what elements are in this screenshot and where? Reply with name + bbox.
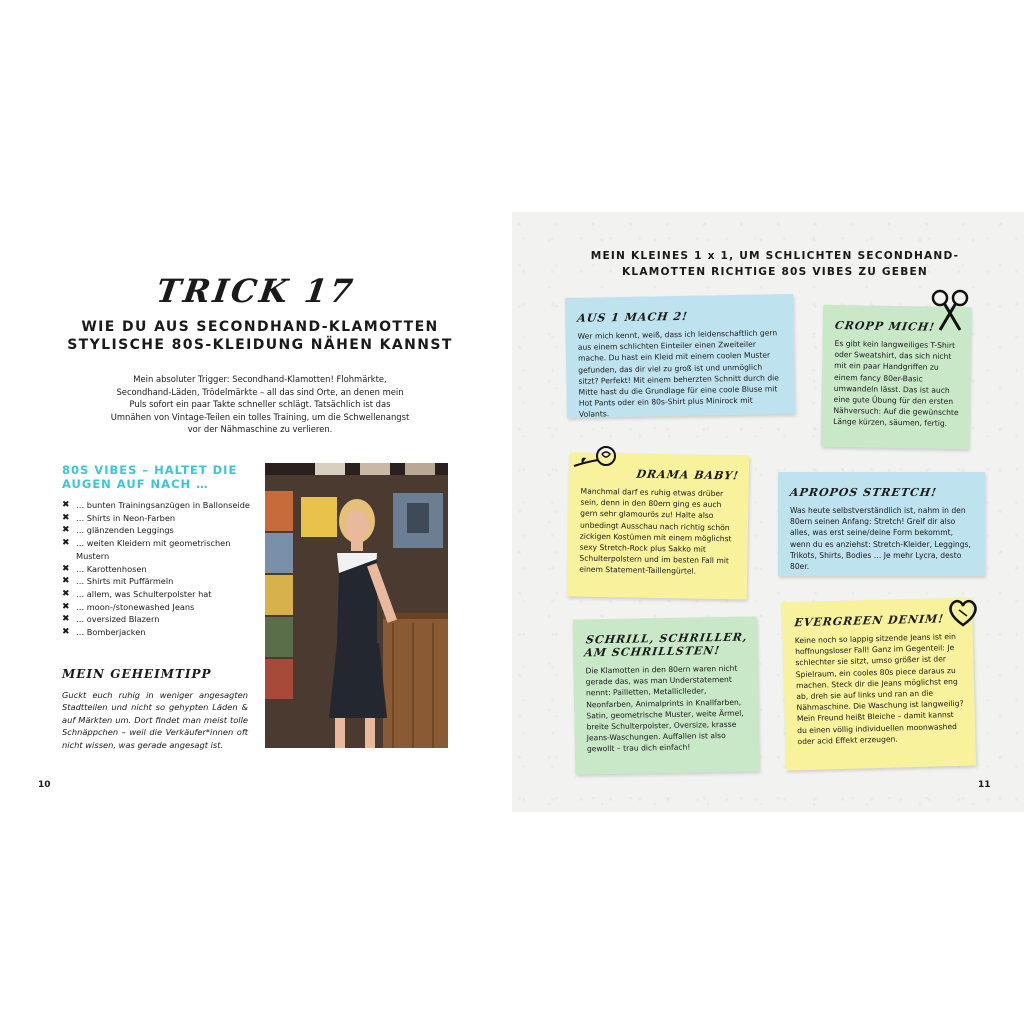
list-item: ✖ … weiten Kleidern mit geometrischen Mustern: [62, 538, 231, 561]
page-number-left: 10: [38, 780, 51, 790]
list-item: ✖ … Shirts mit Puffärmeln: [62, 576, 174, 587]
x-bullet-icon: ✖: [62, 563, 70, 574]
list-item: ✖ … oversized Blazern: [62, 614, 160, 625]
x-bullet-icon: ✖: [62, 576, 70, 587]
scissors-icon: [930, 288, 970, 336]
note-title: DRAMA BABY!: [635, 467, 740, 483]
tip-text: Guckt euch ruhig in weniger angesagten Stadtteilen und nicht so gehypten Läden & auf Märkten um. Dort findet man meist tolle Schnäppchen – weil die Verkäufer*innen oft nicht wissen, was gerade angesagt ist.: [62, 690, 248, 750]
tip-title: MEIN GEHEIMTIPP: [62, 667, 212, 681]
list-item: ✖ … bunten Trainingsanzügen in Ballonseide: [62, 500, 250, 510]
note-text: Manchmal darf es ruhig etwas drüber sein, denn in den 80ern ging es auch gern sehr glamourös zu! Halte also unbedingt Ausschau nach richtig schön zickigen Kostümen mit einem möglichst sexy Stretch-Rock plus Sakko mit Schulterpolstern und im besten Fall mit einem Statement-Taillengürtel.: [579, 486, 732, 577]
x-bullet-icon: ✖: [62, 627, 70, 638]
note-title: EVERGREEN DENIM!: [793, 612, 945, 630]
x-bullet-icon: ✖: [62, 588, 70, 599]
trick-title: TRICK 17: [154, 272, 358, 310]
note-text: Es gibt kein langweiliges T-Shirt oder Sweatshirt, das sich nicht mit ein paar Handgriffen zu einem fancy 80er-Basic umwandeln lässt. Das ist auch eine gute Übung für den ersten Nähversuch: Auf die gewünschte Länge kürzen, säumen, fertig.: [833, 338, 959, 429]
rose-icon: [572, 444, 618, 478]
list-item: ✖ … glänzenden Leggings: [62, 525, 174, 536]
list-item: ✖ … Shirts in Neon-Farben: [62, 512, 176, 523]
note-title: CROPP MICH!: [833, 318, 937, 334]
note-text: Wer mich kennt, weiß, dass ich leidenschaftlich gern aus einem schlichten Einteiler einen Zweiteiler mache. Du hast ein Kleid mit einem coolen Muster gefunden, das dir viel zu groß ist und unmöglich sitzt? Perfekt! Mit einem beherzten Schnitt durch die Mitte hast du die Grundlage für eine coole Bluse mit Hot Pants oder ein 80s-Shirt plus Minirock mit Volants.: [577, 328, 779, 420]
x-bullet-icon: ✖: [62, 538, 70, 549]
heart-icon: [946, 598, 980, 632]
x-bullet-icon: ✖: [62, 500, 70, 510]
x-bullet-icon: ✖: [62, 525, 70, 536]
photo-illustration: [265, 463, 448, 748]
vibes-list: [62, 499, 262, 639]
photo-woman-record-store: [265, 463, 448, 748]
list-item: ✖ … Bomberjacken: [62, 627, 146, 638]
page-number-right: 11: [978, 780, 991, 790]
note-schrill: [573, 616, 760, 774]
intro-text: Mein absoluter Trigger: Secondhand-Klamotten! Flohmärkte, Secondhand-Läden, Trödelmärkte – all das sind Orte, an denen mein Puls sofort ein paar Takte schneller schlägt. Tatsächlich ist das Umnähen von Vintage-Teilen ein tolles Training, um die Schwellenangst vor der Nähmaschine zu verlieren.: [110, 374, 410, 435]
vibes-title: 80S VIBES – HALTET DIE AUGEN AUF NACH …: [62, 463, 238, 491]
note-apropos-stretch: [778, 472, 985, 576]
note-aus-1-mach-2: [565, 294, 795, 418]
right-page-title: MEIN KLEINES 1 x 1, UM SCHLICHTEN SECONDHAND-KLAMOTTEN RICHTIGE 80S VIBES ZU GEBEN: [590, 250, 960, 278]
note-title: APROPOS STRETCH!: [789, 486, 938, 499]
note-title: AUS 1 MACH 2!: [576, 309, 689, 325]
page-headline: WIE DU AUS SECONDHAND-KLAMOTTEN STYLISCHE 80S-KLEIDUNG NÄHEN KANNST: [67, 319, 453, 353]
list-item: ✖ … moon-/stonewashed Jeans: [62, 601, 195, 612]
x-bullet-icon: ✖: [62, 614, 70, 625]
note-text: Die Klamotten in den 80ern waren nicht gerade das, was man Understatement nennt: Pailletten, Metalliclleder, Neonfarben, Animalprints in Knallfarben, Satin, geometrische Muster, weite Ärmel, breite Schulterpolster, Oversize, krasse Jeans-Waschungen. Auffallen ist also gewollt – trau dich einfach!: [585, 663, 744, 754]
x-bullet-icon: ✖: [62, 512, 70, 523]
list-item: ✖ … Karottenhosen: [62, 563, 147, 574]
note-text: Was heute selbstverständlich ist, nahm in den 80ern seinen Anfang: Stretch! Greif dir also alles, was erst seine/deine Form bekommt, wenn du es anziehst: Stretch-Kleider, Leggings, Trikots, Shirts, Bodies … Je mehr Lycra, desto 80er.: [790, 506, 971, 572]
list-item: ✖ … allem, was Schulterpolster hat: [62, 588, 212, 599]
note-text: Keine noch so lappig sitzende Jeans ist ein hoffnungsloser Fall! Ganz im Gegenteil: Je schlechter sie sitzt, umso größer ist der Spielraum, ein cooles 80s piece daraus zu machen. Steck dir die Jeans möglichst eng ab, dreh sie auf links und ran an die Nähmaschine. Die Waschung ist langweilig? Mein Freund heißt Bleiche – damit kannst du einen völlig individuellen moonwashed oder acid Effekt erzeugen.: [794, 631, 964, 746]
note-title: SCHRILL, SCHRILLER, AM SCHRILLSTEN!: [583, 630, 749, 660]
x-bullet-icon: ✖: [62, 601, 70, 612]
